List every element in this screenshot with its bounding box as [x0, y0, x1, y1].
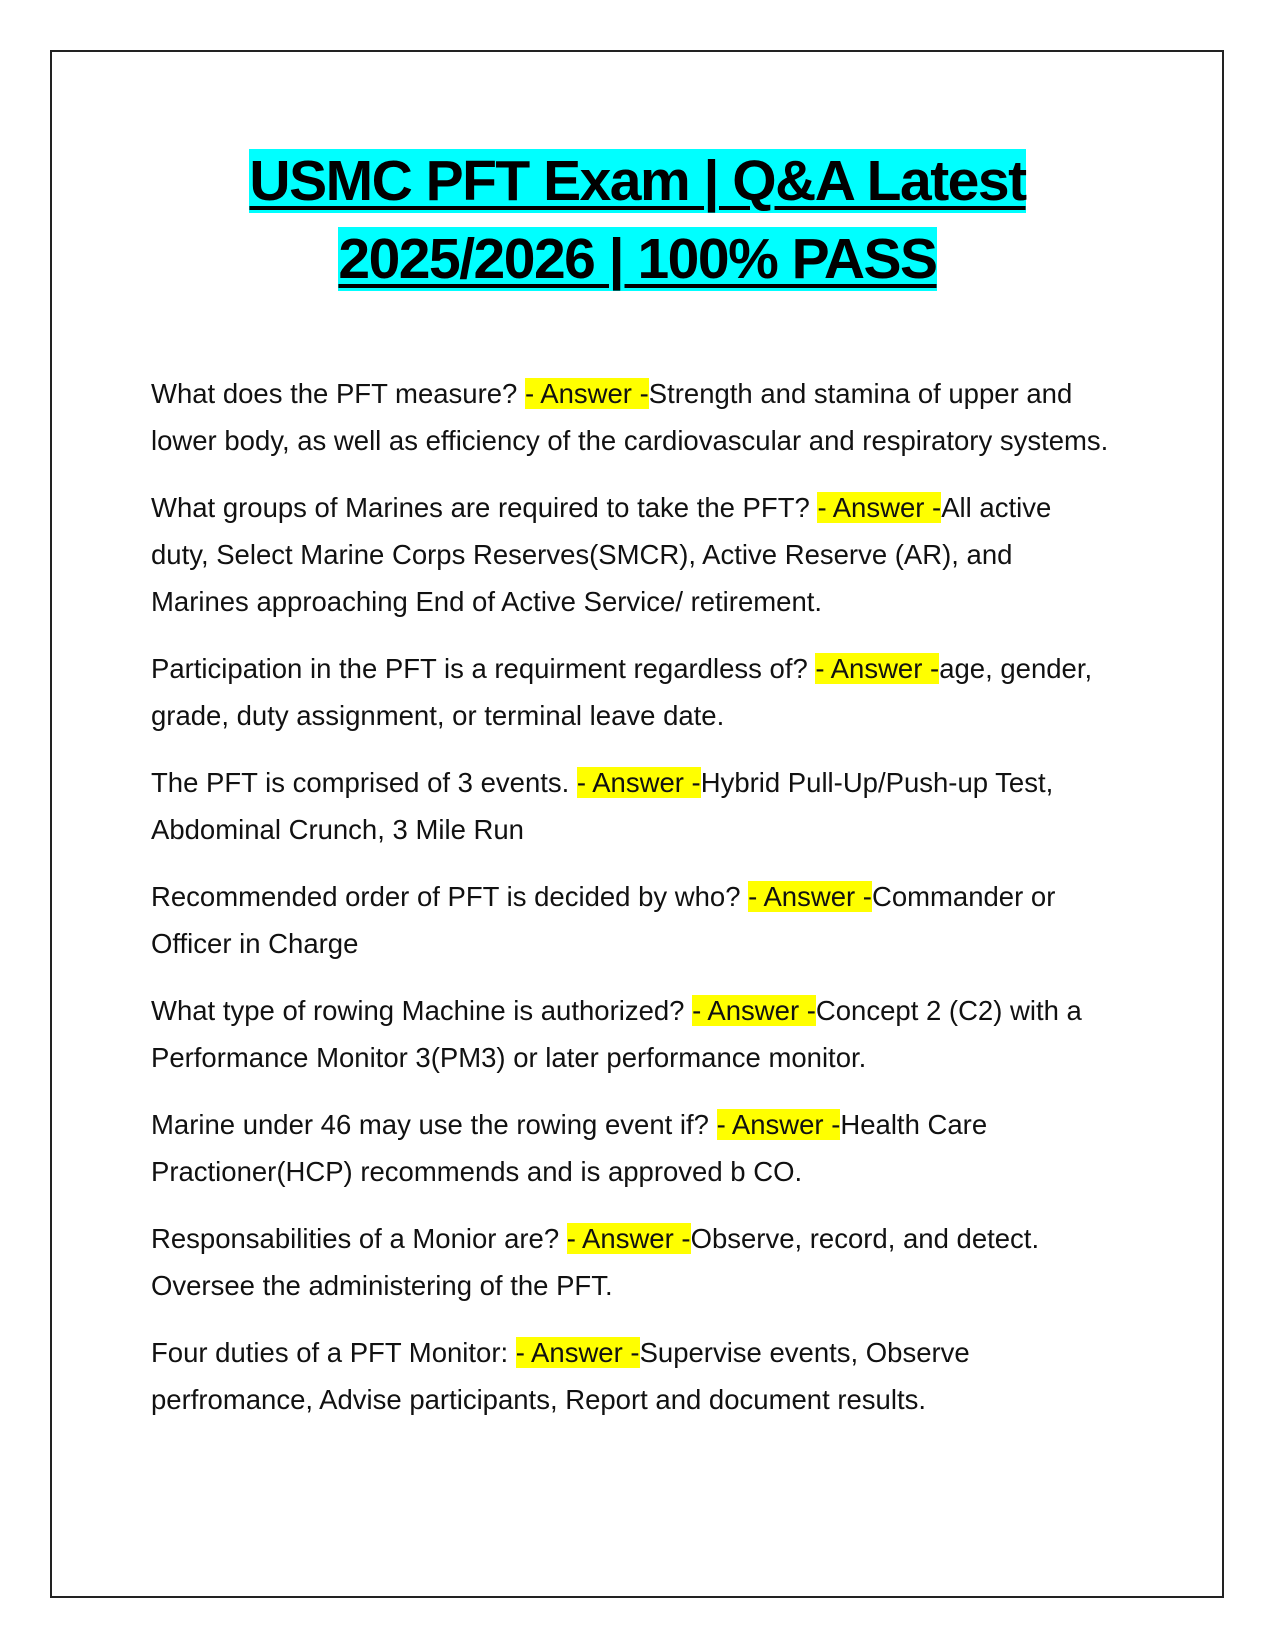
answer-text: Health Care Practioner(HCP) recommends and is approved b CO. [151, 1109, 988, 1187]
qa-item [151, 987, 1111, 1081]
answer-text: Supervise events, Observe perfromance, Advise participants, Report and document results. [151, 1337, 970, 1415]
answer-text: Strength and stamina of upper and lower body, as well as efficiency of the cardiovascular and respiratory systems. [151, 378, 1109, 456]
question-text: What type of rowing Machine is authorized? [151, 995, 693, 1026]
qa-item [151, 484, 1111, 625]
answer-marker: - Answer - [817, 492, 942, 523]
answer-text: age, gender, grade, duty assignment, or terminal leave date. [151, 653, 1093, 731]
qa-item [151, 759, 1111, 853]
answer-text: Concept 2 (C2) with a Performance Monitor 3(PM3) or later performance monitor. [151, 995, 1082, 1073]
answer-marker: - Answer - [815, 653, 940, 684]
qa-item [151, 645, 1111, 739]
answer-marker: - Answer - [524, 378, 649, 409]
qa-item [151, 370, 1111, 464]
qa-item [151, 1101, 1111, 1195]
answer-marker: - Answer - [515, 1337, 640, 1368]
title-line-2: 2025/2026 | 100% PASS [338, 227, 937, 291]
answer-marker: - Answer - [576, 767, 701, 798]
question-text: Responsabilities of a Monior are? [151, 1223, 567, 1254]
answer-text: Commander or Officer in Charge [151, 881, 1056, 959]
answer-text: All active duty, Select Marine Corps Reserves(SMCR), Active Reserve (AR), and Marines approaching End of Active Service/ retirement. [151, 492, 1052, 617]
question-text: Recommended order of PFT is decided by who? [151, 881, 749, 912]
qa-list [151, 370, 1111, 1443]
document-title [100, 142, 1175, 298]
question-text: Participation in the PFT is a requirment regardless of? [151, 653, 816, 684]
qa-item [151, 1329, 1111, 1423]
answer-marker: - Answer - [566, 1223, 691, 1254]
answer-marker: - Answer - [748, 881, 872, 912]
title-line-1: USMC PFT Exam | Q&A Latest [249, 149, 1026, 213]
qa-item [151, 873, 1111, 967]
answer-text: Hybrid Pull-Up/Push-up Test, Abdominal Crunch, 3 Mile Run [151, 767, 1054, 845]
question-text: Marine under 46 may use the rowing event if? [151, 1109, 717, 1140]
question-text: What does the PFT measure? [151, 378, 525, 409]
question-text: The PFT is comprised of 3 events. [151, 767, 577, 798]
qa-item [151, 1215, 1111, 1309]
question-text: What groups of Marines are required to take the PFT? [151, 492, 818, 523]
answer-marker: - Answer - [716, 1109, 841, 1140]
answer-marker: - Answer - [692, 995, 816, 1026]
answer-text: Observe, record, and detect. Oversee the administering of the PFT. [151, 1223, 1040, 1301]
question-text: Four duties of a PFT Monitor: [151, 1337, 516, 1368]
